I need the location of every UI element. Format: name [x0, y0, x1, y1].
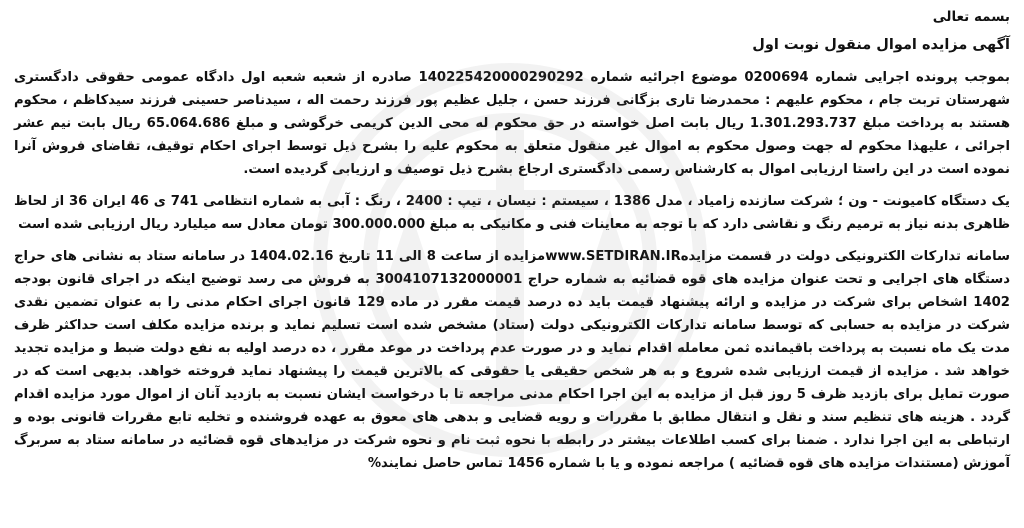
auction-terms-paragraph: سامانه تدارکات الکترونیکی دولت در قسمت مزایدهwww.SETDIRAN.IRمزایده از ساعت 8 الی 11 تاریخ 1404.02.16 در سامانه ستاد به نشانی های حراج دستگاه های اجرایی و تحت عنوان مزایده های قوه قضائیه به شماره حراج 3004107132000001 به فروش می رسد توضیح اینکه در اجرای قانون بودجه 1402 اشخاص برای شرکت در مزایده و ارائه پیشنهاد قیمت باید ده درصد قیمت مقرر در ماده 129 قانون اجرای احکام مدنی را به عنوان تضمین نقدی شرکت در مزایده به حسابی که توسط سامانه تدارکات الکترونیکی دولت (ستاد) مشخص شده است تسلیم نماید و برنده مزایده مکلف است حداکثر ظرف مدت یک ماه نسبت به پرداخت باقیمانده ثمن معامله اقدام نماید و در صورت عدم پرداخت در موعد مقرر ، ده درصد اولیه به نفع دولت ضبط و مزایده تجدید خواهد شد . مزایده از قیمت ارزیابی شده شروع و به هر شخص حقیقی یا حقوقی که بالاترین قیمت را پیشنهاد نماید فروخته خواهد. بدیهی است که در صورت تمایل برای بازدید ظرف 5 روز قبل از مزایده به این اجرا احکام مدنی مراجعه تا با درخواست ایشان نسبت به بازدید آنان از اموال مورد مزایده اقدام گردد . هزینه های تنظیم سند و نقل و انتقال مطابق با مقررات و رویه قضایی و بدهی های معوق به عهده فروشنده و تخلیه تابع مقررات قانونی بوده و ارتباطی به این اجرا ندارد . ضمنا برای کسب اطلاعات بیشتر در رابطه با نحوه ثبت نام و نحوه شرکت در مزایدهای قوه قضائیه در سامانه ستاد به سربرگ آموزش (مستندات مزایده های قوه قضائیه ) مراجعه نموده و یا با شماره 1456 تماس حاصل نمایند%: [14, 249, 1010, 471]
property-description-paragraph: یک دستگاه کامیونت - ون ؛ شرکت سازنده زامیاد ، مدل 1386 ، سیستم : نیسان ، تیپ : 2400 ، رنگ : آبی به شماره انتظامی 741 ی 46 ایران 36 از لحاظ ظاهری بدنه نیاز به ترمیم رنگ و نقاشی دارد که با توجه به معاینات فنی و مکانیکی به مبلغ 300.000.000 تومان معادل سه میلیارد ریال ارزیابی شده است: [14, 194, 1010, 232]
case-paragraph: بموجب پرونده اجرایی شماره 0200694 موضوع اجرائیه شماره 140225420000290292 صادره از شعبه شعبه اول دادگاه عمومی حقوقی دادگستری شهرستان تربت جام ، محکوم علیهم : محمدرضا تاری بزگانی فرزند حسن ، جلیل عظیم پور فرزند رحمت اله ، سیدناصر حسینی فرزند سیدکاظم ، محکوم هستند به پرداخت مبلغ 1.301.293.737 ریال بابت اصل خواسته در حق محکوم له محی الدین کریمی خرگوشی و مبلغ 65.064.686 ریال بابت نیم عشر اجرائی ، علیهذا محکوم له جهت وصول محکوم به اموال غیر منقول متعلق به محکوم علیه را بشرح ذیل توسط اجرای احکام توقیف، تقاضای فروش آنرا نموده است در این راستا ارزیابی اموال به کارشناس رسمی دادگستری ارجاع بشرح ذیل توصیف و ارزیابی گردیده است.: [14, 70, 1010, 177]
invocation-heading: بسمه تعالی: [932, 9, 1010, 25]
announcement-title: آگهی مزایده اموال منقول نوبت اول: [752, 37, 1010, 53]
